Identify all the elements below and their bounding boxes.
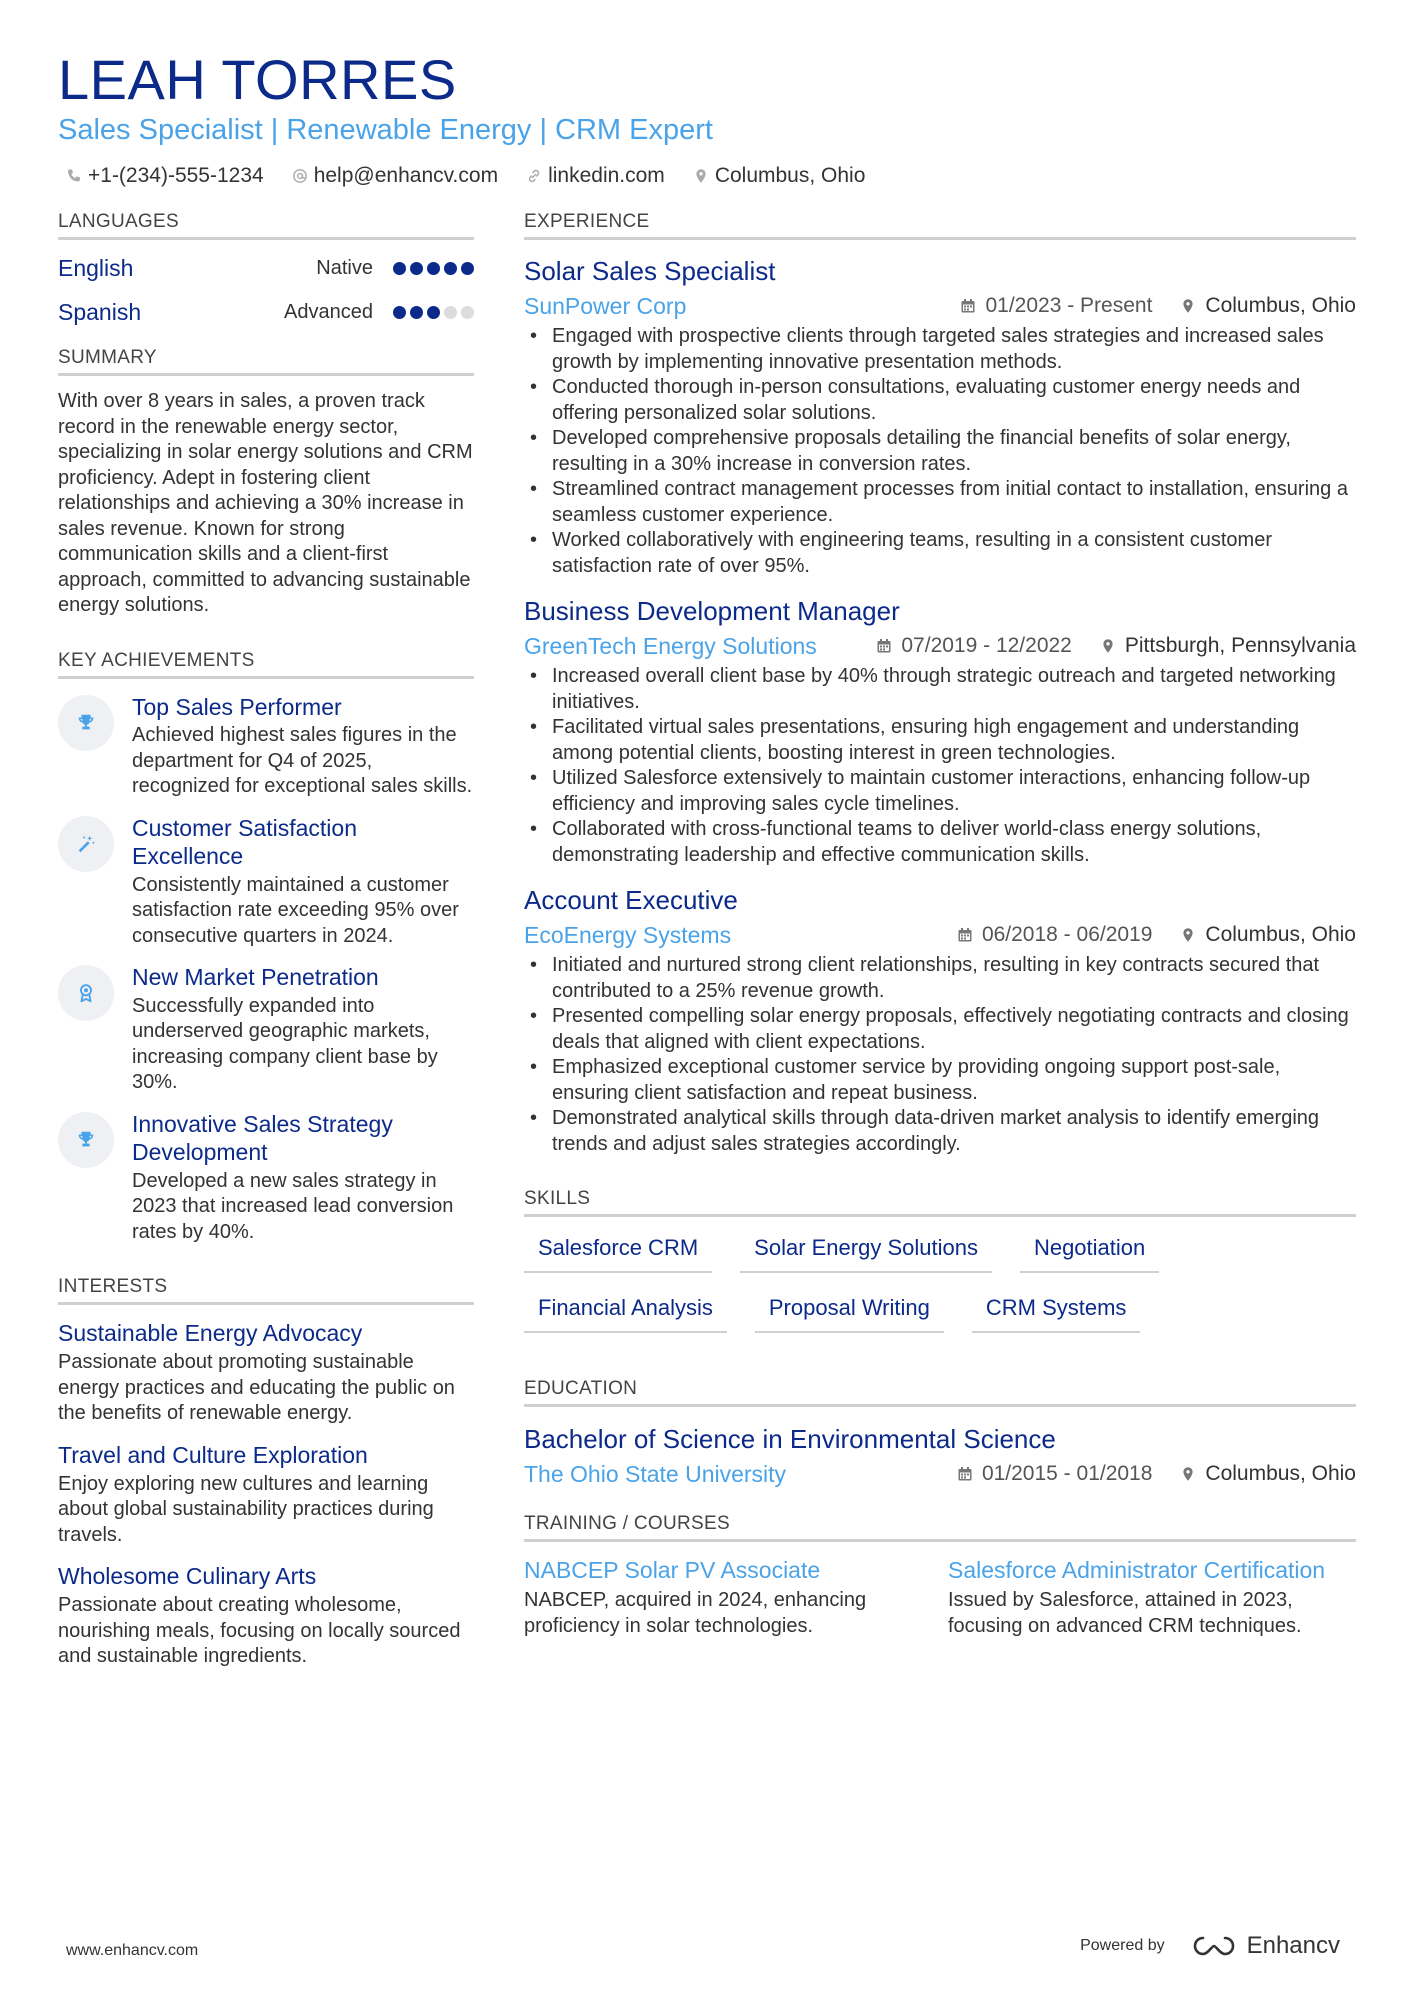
skill-tag: Proposal Writing [755,1289,944,1333]
job-bullets [524,324,1356,579]
map-pin-icon [1180,1466,1196,1482]
course-title: Salesforce Administrator Certification [948,1557,1326,1583]
job-location-text: Columbus, Ohio [1205,923,1356,946]
language-name: Spanish [58,298,142,325]
education-location [1180,1462,1356,1486]
rating-dot-filled [427,262,440,275]
brand-name: Enhancv [1246,1932,1340,1959]
calendar-icon [957,1466,973,1482]
rating-dot-empty [444,306,457,319]
language-name: English [58,254,134,281]
job-bullet: • Facilitated virtual sales presentations, ensuring high engagement and understanding among potential clients, boosting interest in green technologies. [524,715,1356,766]
rating-dot-filled [427,306,440,319]
brand-logo[interactable] [1191,1932,1340,1960]
achievement-body [132,693,474,800]
map-pin-icon [1100,638,1116,654]
contact-bar [66,163,893,189]
education-location-text: Columbus, Ohio [1205,1462,1356,1485]
job-entry [524,884,1356,1157]
languages-title: LANGUAGES [58,210,474,240]
job-location [1180,923,1356,947]
job-bullet: • Emphasized exceptional customer service by providing ongoing support post-sale, ensuring client satisfaction and repeat business. [524,1055,1356,1106]
achievements-title: KEY ACHIEVEMENTS [58,649,474,679]
course-item [948,1556,1356,1639]
interest-item [58,1562,474,1670]
job-dates-text: 01/2023 - Present [985,294,1153,317]
achievement-item [58,963,474,1096]
job-bullet: • Worked collaboratively with engineering teams, resulting in a consistent customer satisfaction rate of over 95%. [524,528,1356,579]
summary-text: With over 8 years in sales, a proven track record in the renewable energy sector, specializing in solar energy solutions and CRM proficiency. Adept in fostering client relationships and achieving a 30% increase in sales revenue. Known for strong communication skills and a client-first approach, committed to advancing sustainable energy solutions. [58,390,473,616]
course-desc: Issued by Salesforce, attained in 2023, focusing on advanced CRM techniques. [948,1589,1302,1637]
job-bullet: • Collaborated with cross-functional teams to deliver world-class energy solutions, demonstrating leadership and effective communication skills. [524,817,1356,868]
job-meta [524,919,1356,951]
education-dates [957,1462,1152,1486]
job-bullet: • Initiated and nurtured strong client relationships, resulting in key contracts secured that contributed to a 25% revenue growth. [524,953,1356,1004]
location-text: Columbus, Ohio [714,164,866,187]
rating-dot-empty [461,306,474,319]
contact-email [292,163,498,189]
interests-list [58,1319,474,1670]
job-entry [524,255,1356,579]
achievement-body [132,1110,474,1246]
achievement-desc: Consistently maintained a customer satisfaction rate exceeding 95% over consecutive quarters in 2024. [132,873,459,947]
achievement-item [58,814,474,950]
interests-title: INTERESTS [58,1275,474,1305]
language-row [58,246,474,290]
left-column [58,210,474,1670]
job-title: Solar Sales Specialist [524,256,776,286]
magic-wand-icon [58,816,114,872]
language-rating [389,306,474,319]
language-rating [389,262,474,275]
language-level: Advanced [284,300,373,323]
contact-linkedin [526,163,665,189]
language-row [58,290,474,334]
linkedin-text: linkedin.com [548,164,665,187]
rating-dot-filled [393,262,406,275]
job-location-text: Columbus, Ohio [1205,294,1356,317]
rating-dot-filled [461,262,474,275]
calendar-icon [960,298,976,314]
job-bullet: • Developed comprehensive proposals detailing the financial benefits of solar energy, resulting in a 30% increase in conversion rates. [524,426,1356,477]
job-bullet: • Demonstrated analytical skills through data-driven market analysis to identify emerging trends and adjust sales strategies accordingly. [524,1106,1356,1157]
job-title: Account Executive [524,885,738,915]
achievement-body [132,814,474,950]
phone-text: +1-(234)-555-1234 [88,164,264,187]
interest-title: Travel and Culture Exploration [58,1441,368,1468]
rating-dot-filled [410,262,423,275]
achievement-desc: Achieved highest sales figures in the department for Q4 of 2025, recognized for exceptional sales skills. [132,724,473,797]
map-pin-icon [1180,927,1196,943]
achievement-title: Innovative Sales Strategy Development [132,1110,393,1165]
education-dates-text: 01/2015 - 01/2018 [981,1462,1153,1485]
calendar-icon [957,927,973,943]
job-company: GreenTech Energy Solutions [524,632,817,659]
job-bullet: • Streamlined contract management processes from initial contact to installation, ensuring a seamless customer experience. [524,477,1356,528]
skill-tag: CRM Systems [972,1289,1141,1333]
training-list [524,1556,1356,1639]
calendar-icon [876,638,892,654]
job-dates [957,923,1152,947]
rating-dot-filled [444,262,457,275]
right-column [524,210,1356,1639]
job-bullet: • Presented compelling solar energy proposals, effectively negotiating contracts and closing deals that aligned with client expectations. [524,1004,1356,1055]
interest-item [58,1441,474,1549]
phone-icon [66,168,82,184]
achievement-title: New Market Penetration [132,964,379,990]
education-title: EDUCATION [524,1377,1356,1407]
achievement-title: Customer Satisfaction Excellence [132,814,357,869]
candidate-name: LEAH TORRES [58,48,457,111]
education-meta [524,1458,1356,1490]
job-bullet: • Engaged with prospective clients through targeted sales strategies and increased sales growth by implementing innovative presentation methods. [524,324,1356,375]
job-location [1100,634,1356,658]
trophy-icon [58,1112,114,1168]
footer-website[interactable]: www.enhancv.com [66,1942,199,1959]
skills-title: SKILLS [524,1187,1356,1217]
achievement-desc: Successfully expanded into underserved geographic markets, increasing company client base by 30%. [132,994,438,1093]
job-dates [960,294,1152,318]
job-bullets [524,664,1356,868]
rating-dot-filled [410,306,423,319]
education-entry [524,1423,1356,1490]
interest-item [58,1319,474,1427]
map-pin-icon [1180,298,1196,314]
link-icon [526,168,542,184]
job-location-text: Pittsburgh, Pennsylvania [1124,634,1356,657]
job-dates-text: 06/2018 - 06/2019 [981,923,1153,946]
job-entry [524,595,1356,868]
achievements-list [58,693,474,1246]
interest-title: Wholesome Culinary Arts [58,1563,317,1589]
map-pin-icon [693,168,709,184]
enhancv-logo-icon [1191,1933,1237,1959]
education-school: The Ohio State University [524,1460,787,1487]
contact-phone [66,163,264,189]
skill-tag: Salesforce CRM [524,1229,712,1273]
achievement-body [132,963,474,1096]
job-title: Business Development Manager [524,596,900,626]
achievement-item [58,693,474,800]
job-company: EcoEnergy Systems [524,921,732,948]
training-title: TRAINING / COURSES [524,1512,1356,1542]
course-item [524,1556,932,1639]
education-degree: Bachelor of Science in Environmental Science [524,1424,1056,1454]
email-text: help@enhancv.com [313,164,499,187]
footer-branding [1080,1932,1340,1960]
course-desc: NABCEP, acquired in 2024, enhancing proficiency in solar technologies. [524,1589,867,1637]
job-bullets [524,953,1356,1157]
at-sign-icon [292,168,308,184]
rating-dot-filled [393,306,406,319]
contact-location [693,163,866,189]
experience-title: EXPERIENCE [524,210,1356,240]
achievement-desc: Developed a new sales strategy in 2023 that increased lead conversion rates by 40%. [132,1169,454,1243]
interest-desc: Enjoy exploring new cultures and learning about global sustainability practices during travels. [58,1472,434,1546]
job-company: SunPower Corp [524,292,687,319]
skill-tag: Financial Analysis [524,1289,727,1333]
job-bullet: • Conducted thorough in-person consultations, evaluating customer energy needs and offering personalized solar solutions. [524,375,1356,426]
interest-title: Sustainable Energy Advocacy [58,1320,363,1346]
skill-tag: Solar Energy Solutions [740,1229,992,1273]
course-title: NABCEP Solar PV Associate [524,1557,821,1583]
skills-list [524,1229,1356,1349]
job-dates [876,634,1071,658]
trophy-icon [58,695,114,751]
achievement-item [58,1110,474,1246]
language-level: Native [316,256,373,279]
interest-desc: Passionate about creating wholesome, nourishing meals, focusing on locally sourced and sustainable ingredients. [58,1594,461,1667]
job-dates-text: 07/2019 - 12/2022 [901,634,1072,657]
job-meta [524,630,1356,662]
languages-list [58,246,474,334]
interest-desc: Passionate about promoting sustainable energy practices and educating the public on the benefits of renewable energy. [58,1351,455,1424]
job-meta [524,290,1356,322]
candidate-headline: Sales Specialist | Renewable Energy | CRM Expert [58,114,713,146]
job-location [1180,294,1356,318]
powered-by-text: Powered by [1080,1937,1165,1954]
award-ribbon-icon [58,965,114,1021]
achievement-title: Top Sales Performer [132,693,342,720]
skill-tag: Negotiation [1020,1229,1159,1273]
job-bullet: • Increased overall client base by 40% through strategic outreach and targeted networking initiatives. [524,664,1356,715]
job-bullet: • Utilized Salesforce extensively to maintain customer interactions, enhancing follow-up efficiency and improving sales cycle timelines. [524,766,1356,817]
summary-title: SUMMARY [58,346,474,376]
